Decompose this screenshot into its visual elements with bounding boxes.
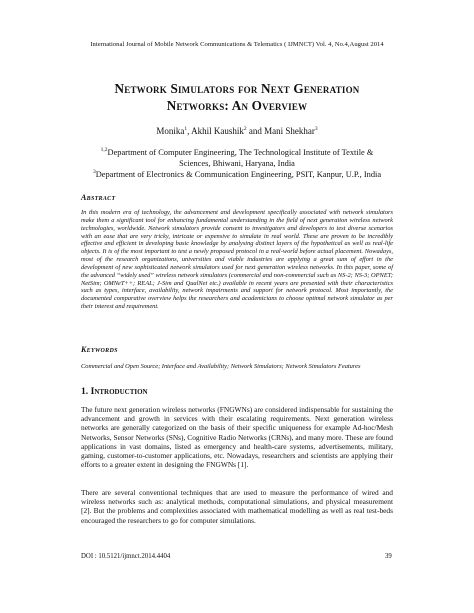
affiliation-line xyxy=(0,147,474,158)
author-affiliation-marker: 2 xyxy=(243,126,247,132)
affiliation-list xyxy=(0,147,474,180)
author-name: Mani Shekhar xyxy=(264,126,315,136)
abstract-heading: Abstract xyxy=(81,193,116,202)
introduction-paragraph-1: The future next generation wireless networks (FNGWNs) are considered indispensable for sustaining the advancement and growth in services with their escalating requirements. Next generation wireless networks are generally categorized on the basis of their specific uniqueness for example Ad-hoc/Mesh Networks, Sensor Networks (SNs), Cognitive Radio Networks (CRNs), and many more. These are found applications in vast domains, listed as emergency and health-care systems, advertisements, military, gaming, customer-to-customer applications, etc. Nowadays, researchers and scientists are applying their efforts to a greater extent in designing the FNGWNs [1]. xyxy=(81,405,393,470)
affiliation-marker: 1,2 xyxy=(100,147,108,153)
affiliation-marker: 3 xyxy=(92,169,96,175)
page-number: 39 xyxy=(385,553,392,560)
introduction-heading: 1. Introduction xyxy=(81,386,148,397)
journal-header: International Journal of Mobile Network Communications & Telematics ( IJMNCT) Vol. 4, No.4,August 2014 xyxy=(90,41,384,48)
author-affiliation-marker: 3 xyxy=(314,126,318,132)
footer-doi: DOI : 10.5121/ijmnct.2014.4404 xyxy=(81,553,171,560)
author-separator: , xyxy=(187,126,192,136)
author-name: Akhil Kaushik xyxy=(191,126,244,136)
author-name: Monika xyxy=(156,126,185,136)
paper-title-line-1: Network Simulators for Next Generation xyxy=(114,81,360,96)
affiliation-text: Sciences, Bhiwani, Haryana, India xyxy=(179,159,295,168)
paper-title xyxy=(0,80,474,114)
keywords-text: Commercial and Open Source; Interface and Availability; Network Simulators; Network Simulators Features xyxy=(81,363,361,370)
paper-title-line-2: Networks: An Overview xyxy=(166,98,308,113)
affiliation-line xyxy=(0,158,474,169)
author-affiliation-marker: 1 xyxy=(184,126,188,132)
introduction-paragraph-2: There are several conventional techniques that are used to measure the performance of wired and wireless networks such as: analytical methods, computational simulations, and physical measurement [2]. But the problems and complexities associated with mathematical modelling as well as real test-beds encouraged the researchers to go for computer simulations. xyxy=(81,488,393,525)
abstract-text: In this modern era of technology, the advancement and development specifically associated with network simulators make them a significant tool for enhancing fundamental understanding in the field of next generation wireless network technologies, worldwide. Network simulators provide consent to investigators and developers to test diverse scenarios with an ease that are very tricky, intricate or expensive to simulate in real world. These are proven to be incredibly effective and efficient in developing basic knowledge by analysing distinct layers of the hypothetical as well as real-life objects. It is of the most important to test a newly proposed protocol in a real-world before actual placement. Nowadays, most of the research organizations, universities and viable industries are applying a great sum of effort in the development of new sophisticated network simulators used for next generation wireless networks. In this paper, some of the advanced “widely used” wireless network simulators (commercial and non-commercial such as NS-2; NS-3; OPNET; NetSim; OMNeT++; REAL; J-Sim and QualNet etc.) available in recent years are presented with their characteristics such as types, interface, availability, network impairments and support for network protocol. Most importantly, the documented comparative overview helps the researchers and academicians to choose optimal network simulator as per their interest and requirement. xyxy=(81,209,393,311)
author-list xyxy=(0,126,474,136)
affiliation-text: Department of Computer Engineering, The Technological Institute of Textile & xyxy=(107,148,374,157)
keywords-heading: Keywords xyxy=(81,345,118,354)
affiliation-text: Department of Electronics & Communication Engineering, PSIT, Kanpur, U.P., India xyxy=(95,170,382,179)
affiliation-line xyxy=(0,169,474,180)
author-separator: and xyxy=(246,126,265,136)
